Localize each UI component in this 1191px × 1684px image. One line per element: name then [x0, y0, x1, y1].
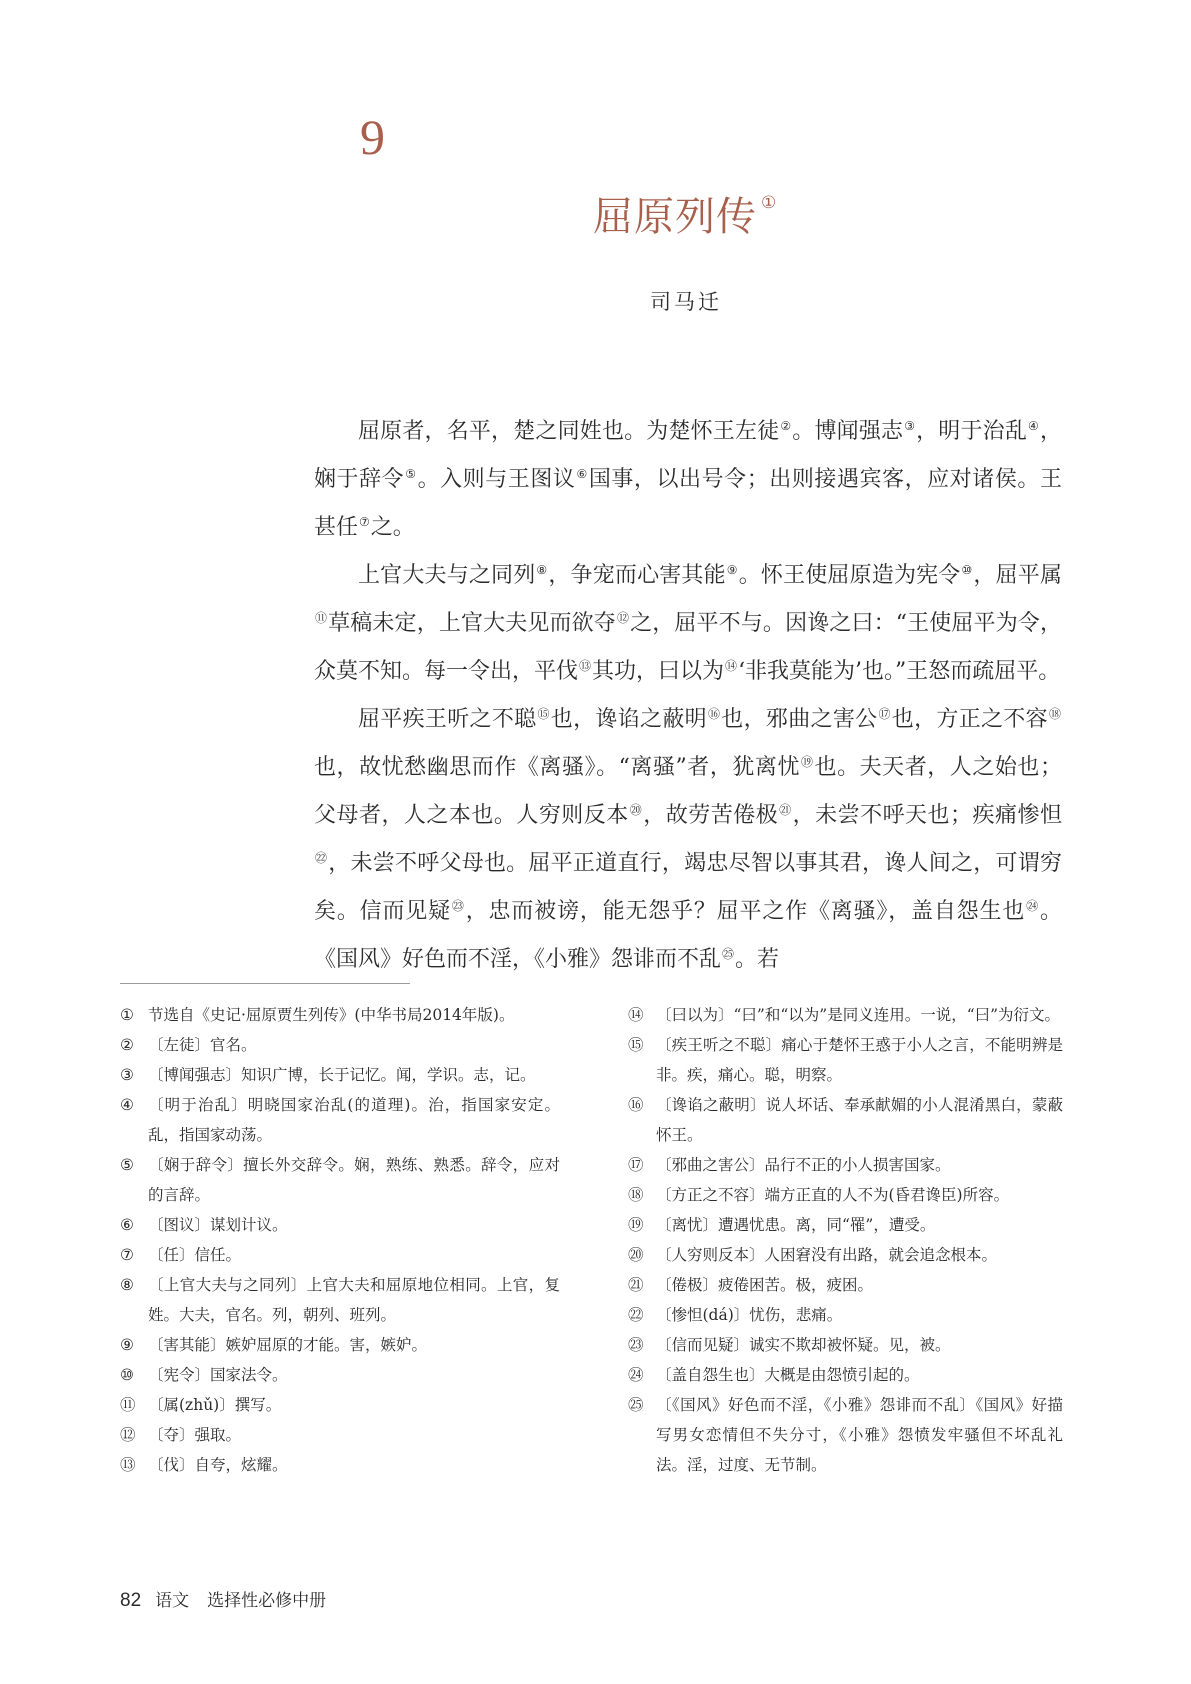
lesson-number: 9 — [360, 109, 385, 165]
footnote-ref: ⑤ — [405, 467, 417, 481]
paragraph-text: 。入则与王图议 — [417, 467, 576, 492]
footnote-ref: ㉕ — [722, 947, 735, 961]
footnote-text: 〔盖自怨生也〕大概是由怨愤引起的。 — [656, 1366, 920, 1384]
footnote-ref: ⑥ — [576, 467, 588, 481]
footnote-text: 〔宪令〕国家法令。 — [148, 1366, 288, 1384]
paragraph-text: 之。 — [370, 515, 415, 540]
footnote — [628, 1240, 1063, 1270]
footnote-number: ⑮ — [628, 1036, 644, 1054]
paragraph-text: ，未尝不呼天也；疾痛惨怛 — [792, 803, 1062, 828]
footnote-text: 〔左徒〕官名。 — [148, 1036, 257, 1054]
paragraph-text: ，未尝不呼父母也。屈平正道直行，竭忠尽智以事其君，谗人间之，可谓穷矣。信而见疑 — [314, 851, 1062, 924]
footnote — [120, 1360, 560, 1390]
paragraph-text: 屈平疾王听之不聪 — [358, 707, 537, 732]
footnote-text: 〔惨怛(dá)〕忧伤，悲痛。 — [656, 1306, 843, 1324]
paragraph-text: 也，谗谄之蔽明 — [550, 707, 707, 732]
footnote-text: 〔离忧〕遭遇忧患。离，同“罹”，遭受。 — [656, 1216, 936, 1234]
paragraph-text: 草稿未定，上官大夫见而欲夺 — [328, 611, 616, 636]
body-text — [314, 405, 1062, 981]
title-text: 屈原列传 — [593, 194, 757, 240]
footnote-number: ⑬ — [120, 1456, 136, 1474]
footnote-text: 〔夺〕强取。 — [148, 1426, 242, 1444]
footnote-number: ⑩ — [120, 1366, 134, 1384]
paragraph-text: 也，邪曲之害公 — [721, 707, 878, 732]
page-footer — [120, 1586, 326, 1612]
footnote — [628, 1090, 1063, 1150]
footnote-number: ㉒ — [628, 1306, 644, 1324]
footnote-text: 节选自《史记·屈原贾生列传》(中华书局2014年版)。 — [148, 1006, 515, 1024]
paragraph-text: ，故劳苦倦极 — [643, 803, 779, 828]
footnote-ref: ⑨ — [726, 563, 738, 577]
footnote-number: ⑰ — [628, 1156, 644, 1174]
footnote-number: ⑤ — [120, 1156, 134, 1174]
footnote-ref: ⑮ — [537, 707, 550, 721]
footnote — [120, 1270, 560, 1330]
footnote — [120, 1090, 560, 1150]
footnote-number: ㉑ — [628, 1276, 644, 1294]
footnote-text: 〔方正之不容〕端方正直的人不为(昏君谗臣)所容。 — [656, 1186, 1010, 1204]
footnote-ref: ⑧ — [536, 563, 548, 577]
footnote-ref: ⑲ — [801, 755, 814, 769]
paragraph-text: 也，方正之不容 — [891, 707, 1048, 732]
footnote-number: ⑪ — [120, 1396, 136, 1414]
body-paragraph — [314, 693, 1062, 981]
footnote-text: 〔人穷则反本〕人困窘没有出路，就会追念根本。 — [656, 1246, 998, 1264]
footnote-ref: ⑬ — [579, 659, 592, 673]
footnote-text: 〔博闻强志〕知识广博，长于记忆。闻，学识。志，记。 — [148, 1066, 536, 1084]
paragraph-text: 其功，曰以为 — [592, 659, 725, 684]
footnote-text: 〔曰以为〕“曰”和“以为”是同义连用。一说，“曰”为衍文。 — [656, 1006, 1061, 1024]
paragraph-text: ‘非我莫能为’也。”王怒而疏屈平。 — [738, 659, 1061, 684]
paragraph-text: 之，屈平不与。因谗之曰：“王使屈平为令，众莫不知。每一令出，平伐 — [314, 611, 1062, 684]
footnote — [120, 1240, 560, 1270]
footnote-number: ③ — [120, 1066, 134, 1084]
footer-volume: 选择性必修中册 — [207, 1591, 327, 1611]
paragraph-text: ，忠而被谤，能无怨乎？屈平之作《离骚》，盖自怨生也 — [465, 899, 1026, 924]
footnotes-right-column — [628, 1000, 1063, 1480]
footer-subject: 语文 — [155, 1591, 190, 1611]
footnote-number: ⑧ — [120, 1276, 134, 1294]
footnote-ref: ⑯ — [707, 707, 721, 721]
footnote — [628, 1180, 1063, 1210]
page-title — [593, 193, 777, 240]
footnote-text: 〔害其能〕嫉妒屈原的才能。害，嫉妒。 — [148, 1336, 428, 1354]
footnote-text: 〔娴于辞令〕擅长外交辞令。娴，熟练、熟悉。辞令，应对的言辞。 — [148, 1156, 560, 1204]
paragraph-text: 。若 — [735, 947, 780, 972]
footnote-number: ① — [120, 1006, 134, 1024]
footnote — [628, 1030, 1063, 1090]
footnote — [628, 1270, 1063, 1300]
footnote-number: ㉓ — [628, 1336, 644, 1354]
footnote-text: 〔伐〕自夸，炫耀。 — [148, 1456, 288, 1474]
footnote — [628, 1300, 1063, 1330]
paragraph-text: 屈原者，名平，楚之同姓也。为楚怀王左徒 — [358, 419, 780, 444]
footnote-ref: ⑱ — [1048, 707, 1061, 721]
footnote — [120, 1390, 560, 1420]
footnote-number: ⑥ — [120, 1216, 134, 1234]
paragraph-text: 国事，以出号令；出则接遇宾客，应对诸侯。王甚任 — [314, 467, 1062, 540]
footnote — [120, 1210, 560, 1240]
footnote-text: 〔图议〕谋划计议。 — [148, 1216, 288, 1234]
footnote-ref: ⑪ — [315, 611, 328, 625]
footnote-ref: ⑭ — [725, 659, 738, 673]
body-paragraph — [314, 405, 1062, 549]
footnote — [628, 1360, 1063, 1390]
footnote-number: ⑫ — [120, 1426, 136, 1444]
footnote-divider — [120, 983, 410, 984]
title-footnote-mark: ① — [761, 193, 777, 213]
footnote-number: ⑭ — [628, 1006, 644, 1024]
footnote-text: 〔信而见疑〕诚实不欺却被怀疑。见，被。 — [656, 1336, 951, 1354]
paragraph-text: ，娴于辞令 — [314, 419, 1062, 492]
footnote-text: 〔谗谄之蔽明〕说人坏话、奉承献媚的小人混淆黑白，蒙蔽怀王。 — [656, 1096, 1063, 1144]
footnote — [120, 1060, 560, 1090]
footnote — [120, 1450, 560, 1480]
footnote-number: ⑳ — [628, 1246, 644, 1264]
footnote-text: 〔《国风》好色而不淫，《小雅》怨诽而不乱〕《国风》好描写男女恋情但不失分寸，《小雅》怨愤发牢骚但不坏乱礼法。淫，过度、无节制。 — [656, 1396, 1063, 1474]
footnote-ref: ⑳ — [629, 803, 643, 817]
footnote — [628, 1330, 1063, 1360]
footnote-ref: ㉒ — [315, 851, 328, 865]
paragraph-text: ，争宠而心害其能 — [548, 563, 726, 588]
footnote-ref: ④ — [1028, 419, 1039, 433]
footnote-ref: ⑰ — [878, 707, 891, 721]
footnote — [120, 1000, 560, 1030]
footnote-number: ⑯ — [628, 1096, 644, 1114]
footnote-text: 〔邪曲之害公〕品行不正的小人损害国家。 — [656, 1156, 951, 1174]
paragraph-text: 也，故忧愁幽思而作《离骚》。“离骚”者，犹离忧 — [314, 755, 800, 780]
paragraph-text: 。博闻强志 — [792, 419, 904, 444]
footnote-number: ⑨ — [120, 1336, 134, 1354]
footnote — [628, 1000, 1063, 1030]
footnote-ref: ㉑ — [779, 803, 792, 817]
footnote — [120, 1330, 560, 1360]
paragraph-text: 。怀王使屈原造为宪令 — [738, 563, 961, 588]
footnote — [120, 1030, 560, 1060]
footnote-text: 〔明于治乱〕明晓国家治乱(的道理)。治，指国家安定。乱，指国家动荡。 — [148, 1096, 560, 1144]
paragraph-text: 上官大夫与之同列 — [358, 563, 536, 588]
footnote-text: 〔上官大夫与之同列〕上官大夫和屈原地位相同。上官，复姓。大夫，官名。列，朝列、班列。 — [148, 1276, 560, 1324]
page-number: 82 — [120, 1590, 142, 1611]
footnote-text: 〔属(zhǔ)〕撰写。 — [148, 1396, 282, 1414]
paragraph-text: 也。夫天者，人之始也；父母者，人之本也。人穷则反本 — [314, 755, 1062, 828]
footnote — [628, 1150, 1063, 1180]
footnote-number: ⑦ — [120, 1246, 134, 1264]
footnote-ref: ⑩ — [961, 563, 973, 577]
paragraph-text: 。《国风》好色而不淫，《小雅》怨诽而不乱 — [314, 899, 1062, 972]
footnote — [120, 1420, 560, 1450]
footnote-number: ㉕ — [628, 1396, 644, 1414]
footnotes-left-column — [120, 1000, 560, 1480]
footnote — [628, 1390, 1063, 1480]
paragraph-text: ，明于治乱 — [916, 419, 1028, 444]
footnote-ref: ② — [780, 419, 792, 433]
footnote-text: 〔倦极〕疲倦困苦。极，疲困。 — [656, 1276, 874, 1294]
body-paragraph — [314, 549, 1062, 693]
footnote — [120, 1150, 560, 1210]
paragraph-text: ，屈平属 — [973, 563, 1062, 588]
footnote-number: ⑱ — [628, 1186, 644, 1204]
footnote — [628, 1210, 1063, 1240]
footnote-ref: ③ — [904, 419, 916, 433]
author: 司马迁 — [650, 290, 722, 314]
footnote-ref: ㉔ — [1026, 899, 1039, 913]
footnote-number: ⑲ — [628, 1216, 644, 1234]
footnote-text: 〔任〕信任。 — [148, 1246, 242, 1264]
footnote-number: ㉔ — [628, 1366, 644, 1384]
footnote-ref: ⑫ — [616, 611, 630, 625]
footnote-number: ② — [120, 1036, 134, 1054]
footnote-ref: ㉓ — [451, 899, 465, 913]
footnote-ref: ⑦ — [359, 515, 370, 529]
footnote-number: ④ — [120, 1096, 134, 1114]
footnote-text: 〔疾王听之不聪〕痛心于楚怀王惑于小人之言，不能明辨是非。疾，痛心。聪，明察。 — [656, 1036, 1063, 1084]
